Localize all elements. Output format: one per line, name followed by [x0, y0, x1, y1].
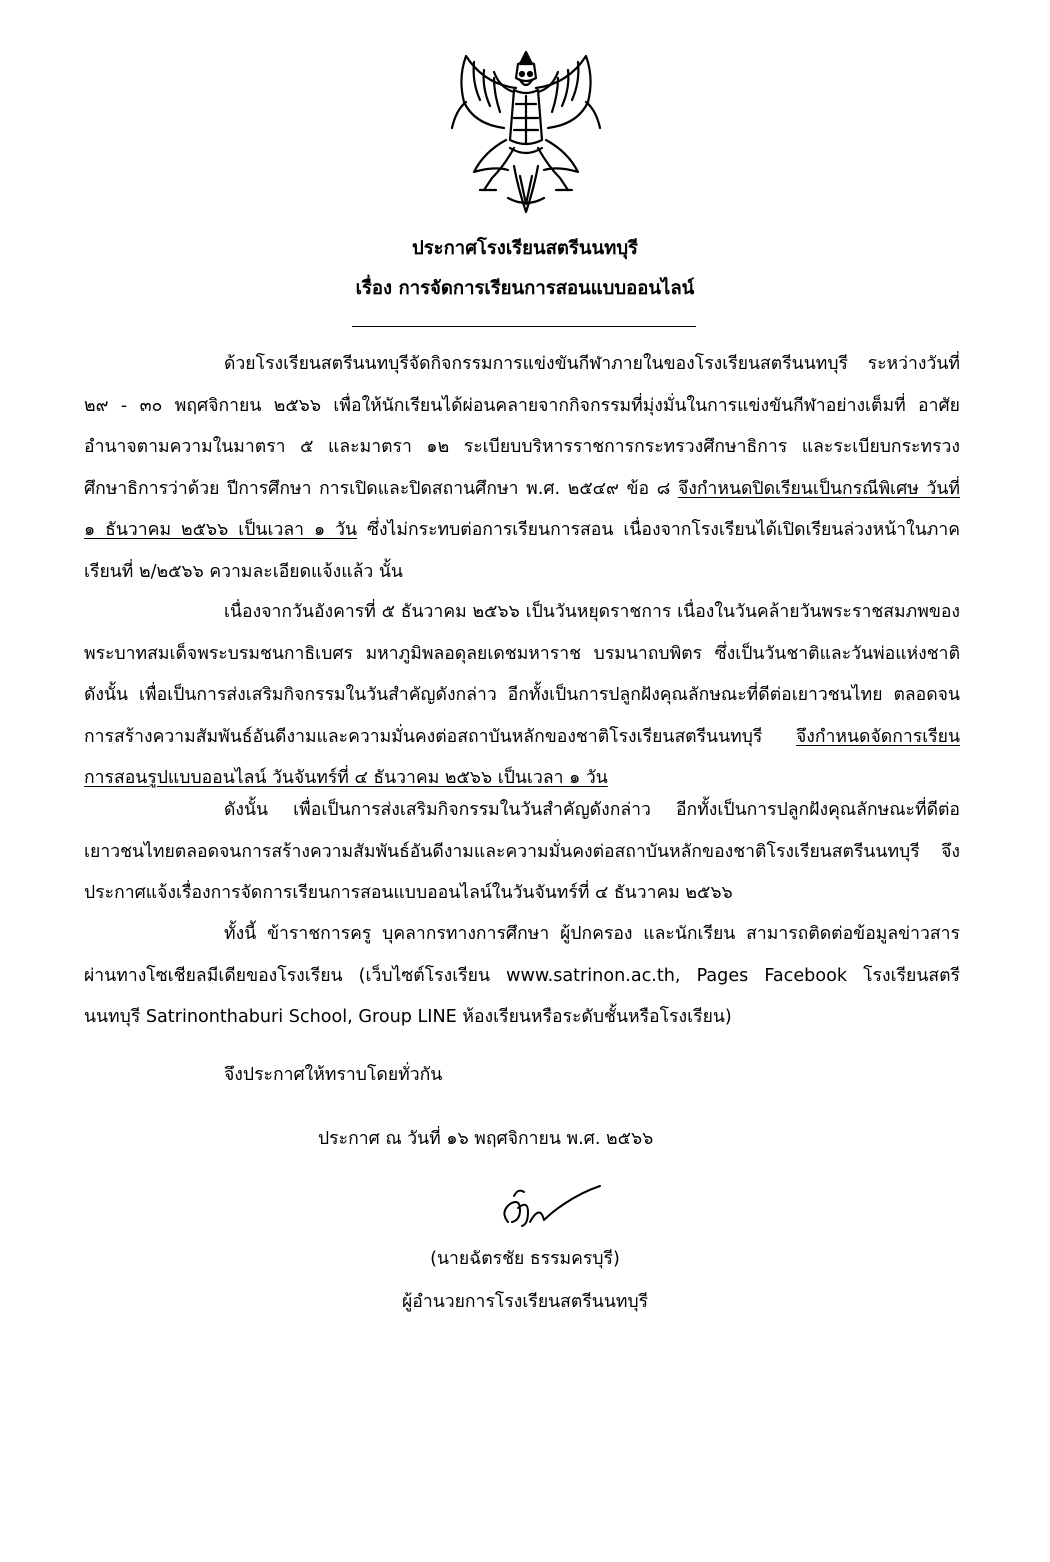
- closing-statement: จึงประกาศให้ทราบโดยทั่วกัน: [224, 1065, 443, 1085]
- handwritten-signature: [494, 1182, 604, 1236]
- announcement-subject: เรื่อง การจัดการเรียนการสอนแบบออนไลน์: [355, 278, 695, 299]
- title-divider: [352, 326, 696, 327]
- online-class-statement: จึงกำหนดจัดการเรียนการสอนรูปแบบออนไลน์ วันจันทร์ที่ ๔ ธันวาคม ๒๕๖๖ เป็นเวลา ๑ วัน: [84, 726, 960, 788]
- signer-position: ผู้อำนวยการโรงเรียนสตรีนนทบุรี: [401, 1292, 649, 1312]
- signer-name: (นายฉัตรชัย ธรรมครบุรี): [430, 1249, 620, 1269]
- announcement-title: ประกาศโรงเรียนสตรีนนทบุรี: [411, 238, 638, 259]
- school-closure-statement: จึงกำหนดปิดเรียนเป็นกรณีพิเศษ วันที่ ๑ ธันวาคม ๒๕๖๖ เป็นเวลา ๑ วัน: [84, 478, 960, 540]
- body-paragraph-1: ด้วยโรงเรียนสตรีนนทบุรีจัดกิจกรรมการแข่งขันกีฬาภายในของโรงเรียนสตรีนนทบุรี ระหว่างวันที่ ๒๙ - ๓๐ พฤศจิกายน ๒๕๖๖ เพื่อให้นักเรียนได้ผ่อนคลายจากกิจกรรมที่มุ่งมั่นในการแข่งขันกีฬาอย่างเต็มที่ อาศัยอำนาจตามความในมาตรา ๕ และมาตรา ๑๒ ระเบียบบริหารราชการกระทรวงศึกษาธิการ และระเบียบกระทรวงศึกษาธิการว่าด้วย ปีการศึกษา การเปิดและปิดสถานศึกษา พ.ศ. ๒๕๔๙ ข้อ ๘ จึงกำหนดปิดเรียนเป็นกรณีพิเศษ วันที่ ๑ ธันวาคม ๒๕๖๖ เป็นเวลา ๑ วัน ซึ่งไม่กระทบต่อการเรียนการสอน เนื่องจากโรงเรียนได้เปิดเรียนล่วงหน้าในภาคเรียนที่ ๒/๒๕๖๖ ความละเอียดแจ้งแล้ว นั้น: [84, 354, 960, 582]
- body-paragraph-2: เนื่องจากวันอังคารที่ ๕ ธันวาคม ๒๕๖๖ เป็นวันหยุดราชการ เนื่องในวันคล้ายวันพระราชสมภพของพระบาทสมเด็จพระบรมชนกาธิเบศร มหาภูมิพลอดุลยเดชมหาราช บรมนาถบพิตร ซึ่งเป็นวันชาติและวันพ่อแห่งชาติ ดังนั้น เพื่อเป็นการส่งเสริมกิจกรรมในวันสำคัญดังกล่าว อีกทั้งเป็นการปลูกฝังคุณลักษณะที่ดีต่อเยาวชนไทย ตลอดจนการสร้างความสัมพันธ์อันดีงามและความมั่นคงต่อสถาบันหลักของชาติโรงเรียนสตรีนนทบุรี จึงกำหนดจัดการเรียนการสอนรูปแบบออนไลน์ วันจันทร์ที่ ๔ ธันวาคม ๒๕๖๖ เป็นเวลา ๑ วัน: [84, 602, 960, 788]
- body-paragraph-3: ดังนั้น เพื่อเป็นการส่งเสริมกิจกรรมในวันสำคัญดังกล่าว อีกทั้งเป็นการปลูกฝังคุณลักษณะที่ดีต่อเยาวชนไทยตลอดจนการสร้างความสัมพันธ์อันดีงามและความมั่นคงต่อสถาบันหลักของชาติโรงเรียนสตรีนนทบุรี จึงประกาศแจ้งเรื่องการจัดการเรียนการสอนแบบออนไลน์ในวันจันทร์ที่ ๔ ธันวาคม ๒๕๖๖: [84, 800, 960, 903]
- garuda-emblem-icon: [444, 48, 608, 216]
- announcement-date: ประกาศ ณ วันที่ ๑๖ พฤศจิกายน พ.ศ. ๒๕๖๖: [318, 1129, 654, 1149]
- body-paragraph-4: ทั้งนี้ ข้าราชการครู บุคลากรทางการศึกษา ผู้ปกครอง และนักเรียน สามารถติดต่อข้อมูลข่าวสาร ผ่านทางโซเชียลมีเดียของโรงเรียน (เว็บไซต์โรงเรียน www.satrinon.ac.th, Pages Facebook โรงเรียนสตรีนนทบุรี Satrinonthaburi School, Group LINE ห้องเรียนหรือระดับชั้นหรือโรงเรียน): [84, 924, 960, 1027]
